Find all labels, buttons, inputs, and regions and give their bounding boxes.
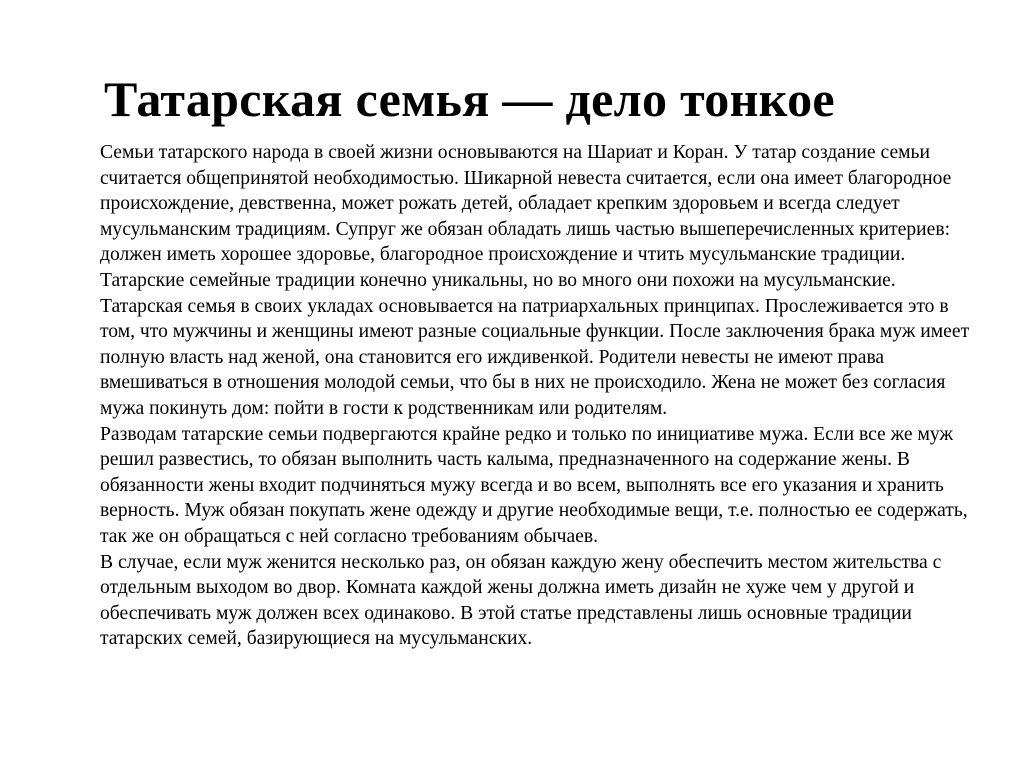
paragraph-patriarchal-structure: Татарская семья в своих укладах основывается на патриархальных принципах. Прослеживается это в том, что мужчины и женщины имеют разные социальные функции. После заключения брака муж имеет полную власть над женой, она становится его иждивенкой. Родители невесты не имеют права вмешиваться в отношения молодой семьи, что бы в них не происходило. Жена не может без согласия мужа покинуть дом: пойти в гости к родственникам или родителям. — [100, 295, 970, 419]
paragraph-divorce: Разводам татарские семьи подвергаются крайне редко и только по инициативе мужа. Если все же муж решил развестись, то обязан выполнить часть калыма, предназначенного на содержание жены. В обязанности жены входит подчиняться мужу всегда и во всем, выполнять все его указания и хранить верность. Муж обязан покупать жене одежду и другие необходимые вещи, т.е. полностью ее содержать, так же он обращаться с ней согласно требованиям обычаев. — [100, 423, 968, 547]
paragraph-multiple-wives: В случае, если муж женится несколько раз, он обязан каждую жену обеспечить местом жительства с отдельным выходом во двор. Комната каждой жены должна иметь дизайн не хуже чем у другой и обеспечивать муж должен всех одинаково. В этой статье представлены лишь основные традиции татарских семей, базирующиеся на мусульманских. — [100, 551, 942, 650]
slide-title: Татарская семья — дело тонкое — [104, 71, 835, 127]
slide-body — [100, 140, 976, 652]
paragraph-marriage-criteria: Семьи татарского народа в своей жизни основываются на Шариат и Коран. У татар создание семьи считается общепринятой необходимостью. Шикарной невеста считается, если она имеет благородное происхождение, девственна, может рожать детей, обладает крепким здоровьем и всегда следует мусульманским традициям. Супруг же обязан обладать лишь частью вышеперечисленных критериев: должен иметь хорошее здоровье, благородное происхождение и чтить мусульманские традиции. Татарские семейные традиции конечно уникальны, но во много они похожи на мусульманские. — [100, 142, 952, 291]
